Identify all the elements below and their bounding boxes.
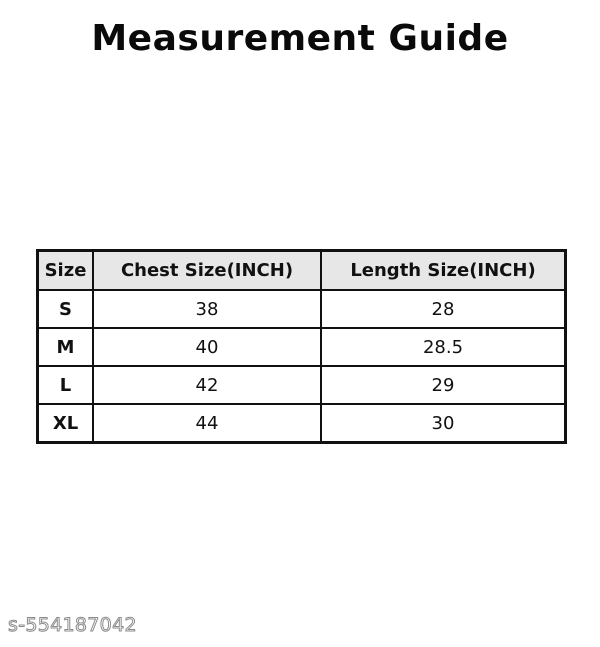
chest-cell: 42 xyxy=(93,366,321,404)
length-cell: 28 xyxy=(321,290,566,328)
watermark-text: s-554187042 xyxy=(8,614,137,636)
table-row xyxy=(38,328,566,366)
length-cell: 28.5 xyxy=(321,328,566,366)
table-row xyxy=(38,290,566,328)
size-cell: S xyxy=(38,290,94,328)
chest-cell: 38 xyxy=(93,290,321,328)
chest-cell: 40 xyxy=(93,328,321,366)
page-title: Measurement Guide xyxy=(91,18,509,59)
table-header-row xyxy=(38,251,566,291)
chest-cell: 44 xyxy=(93,404,321,443)
header-size: Size xyxy=(38,251,94,291)
measurement-table xyxy=(36,249,567,444)
table-row xyxy=(38,404,566,443)
header-chest-size: Chest Size(INCH) xyxy=(93,251,321,291)
size-cell: L xyxy=(38,366,94,404)
length-cell: 30 xyxy=(321,404,566,443)
size-cell: M xyxy=(38,328,94,366)
length-cell: 29 xyxy=(321,366,566,404)
table-row xyxy=(38,366,566,404)
header-length-size: Length Size(INCH) xyxy=(321,251,566,291)
size-cell: XL xyxy=(38,404,94,443)
